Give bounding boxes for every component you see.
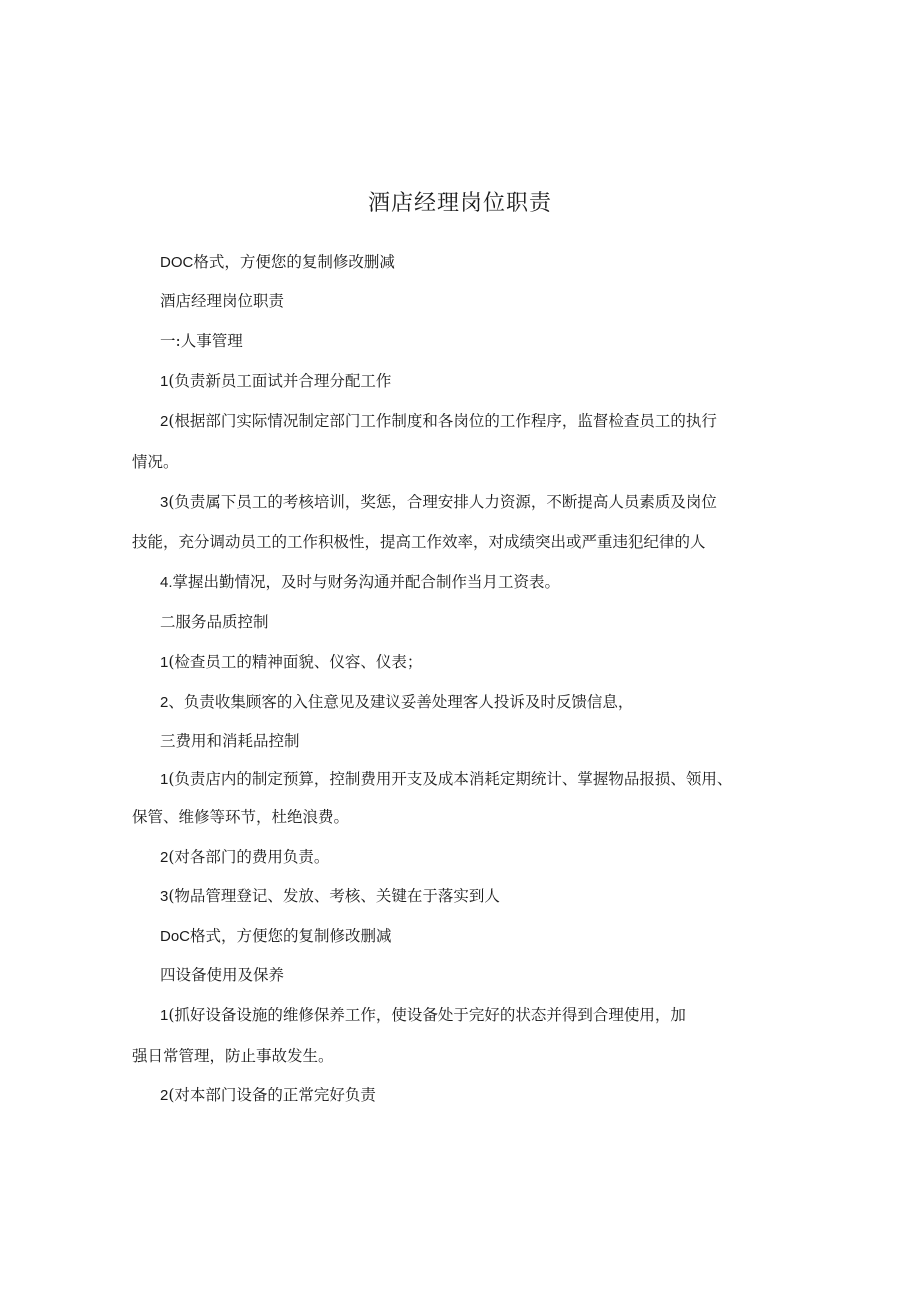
item-number: 3: [160, 888, 169, 905]
section-heading-equipment: 四设备使用及保养: [160, 966, 285, 984]
paragraph-1-3: [160, 490, 717, 515]
item-number: 2: [160, 849, 169, 866]
item-number: 1: [160, 373, 169, 390]
item-number: 2: [160, 1087, 169, 1104]
section-heading-service-quality: 二服务品质控制: [160, 613, 269, 631]
item-text: (根据部门实际情况制定部门工作制度和各岗位的工作程序，监督检查员工的执行: [168, 412, 717, 430]
item-number: 3: [160, 494, 169, 511]
format-note-text: 格式，方便您的复制修改删减: [190, 927, 392, 945]
item-text: (对本部门设备的正常完好负责: [168, 1086, 376, 1104]
item-text: 、负责收集顾客的入住意见及建议妥善处理客人投诉及时反馈信息，: [168, 693, 634, 711]
item-text: (负责属下员工的考核培训，奖惩，合理安排人力资源，不断提高人员素质及岗位: [168, 493, 717, 511]
paragraph-1-1: [160, 369, 391, 394]
paragraph-2-1: [160, 650, 422, 675]
format-note-prefix: DoC: [160, 928, 191, 945]
item-text: (抓好设备设施的维修保养工作，使设备处于完好的状态并得到合理使用，加: [168, 1006, 686, 1024]
paragraph-1-2: [160, 409, 717, 434]
paragraph-3-1-continued: 保管、维修等环节，杜绝浪费。: [132, 808, 350, 826]
paragraph-1-4: [160, 570, 560, 595]
item-number: 1: [160, 1007, 169, 1024]
paragraph-4-2: [160, 1083, 376, 1108]
item-text: (对各部门的费用负责。: [168, 848, 330, 866]
paragraph-4-1: [160, 1003, 686, 1028]
format-note-text: 格式，方便您的复制修改删减: [193, 253, 395, 271]
format-note: [160, 250, 395, 275]
paragraph-2-2: [160, 690, 633, 715]
paragraph-3-3: [160, 884, 500, 909]
item-number: 2: [160, 413, 169, 430]
item-text: (负责新员工面试并合理分配工作: [168, 372, 392, 390]
paragraph-1-2-continued: 情况。: [132, 453, 179, 471]
item-number: 2: [160, 694, 169, 711]
item-text: (物品管理登记、发放、考核、关键在于落实到人: [168, 887, 500, 905]
item-number: 1: [160, 771, 169, 788]
document-subtitle: 酒店经理岗位职责: [160, 292, 285, 310]
section-heading-costs: 三费用和消耗品控制: [160, 732, 300, 750]
item-text: (检查员工的精神面貌、仪容、仪表；: [168, 653, 423, 671]
item-text: (负责店内的制定预算，控制费用开支及成本消耗定期统计、掌握物品报损、领用、: [168, 770, 733, 788]
item-number: 1: [160, 654, 169, 671]
paragraph-1-3-continued: 技能，充分调动员工的工作积极性，提高工作效率，对成绩突出或严重违犯纪律的人: [132, 533, 706, 551]
paragraph-3-1: [160, 767, 732, 792]
item-number: 4.: [160, 574, 173, 591]
format-note-repeat: [160, 924, 392, 949]
format-note-prefix: DOC: [160, 254, 194, 271]
paragraph-3-2: [160, 845, 329, 870]
document-title: 酒店经理岗位职责: [367, 191, 552, 216]
section-heading-personnel: 一:人事管理: [160, 332, 243, 350]
item-text: 掌握出勤情况，及时与财务沟通并配合制作当月工资表。: [172, 573, 561, 591]
paragraph-4-1-continued: 强日常管理，防止事故发生。: [132, 1047, 334, 1065]
